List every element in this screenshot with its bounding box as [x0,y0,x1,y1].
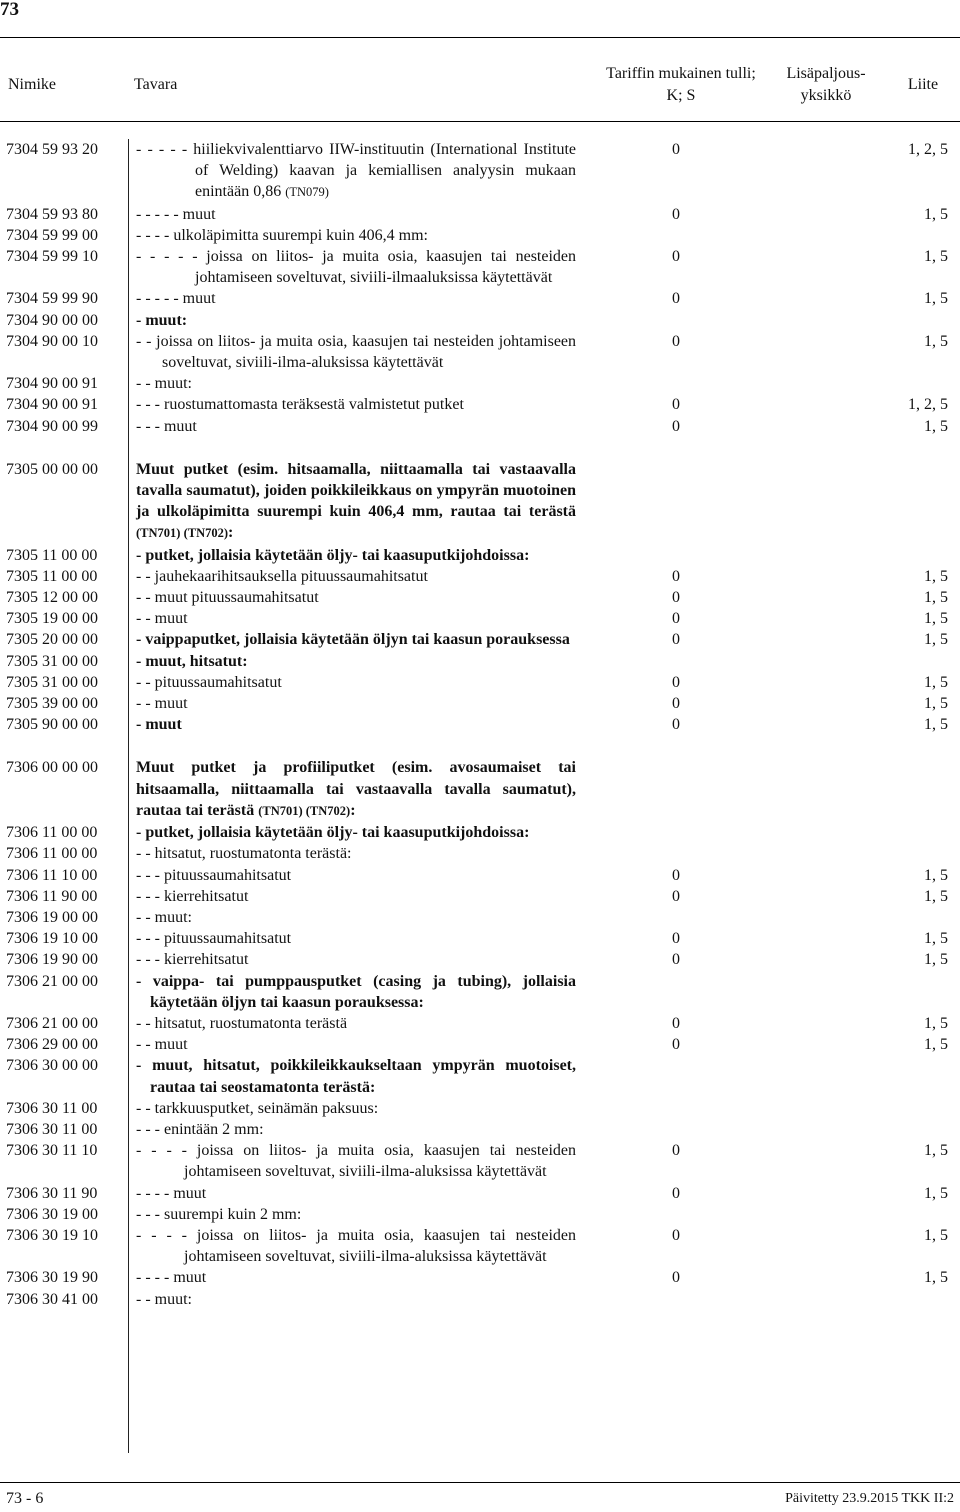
table-row [0,373,960,394]
goods-description [136,672,576,693]
annex-reference: 1, 5 [924,290,948,308]
indent-dashes: - - - - [136,1184,170,1202]
description-text: muut [163,417,197,435]
description-text: muut [154,1036,188,1054]
goods-description [136,1289,576,1310]
goods-description [136,843,576,864]
description-text: joissa on liitos- ja muita osia, kaasujen tai nesteiden johtamiseen soveltuvat, siviili-ilma-aluksissa käytettävät [184,1226,577,1266]
table-row [0,459,960,545]
table-row [0,1183,960,1204]
tariff-code: 7305 90 00 00 [6,716,98,734]
table-row [0,1034,960,1055]
header-bottom-rule [0,121,960,122]
duty-rate: 0 [672,930,680,948]
description-text: joissa on liitos- ja muita osia, kaasujen tai nesteiden johtamiseen soveltuvat, siviili-ilma-aluksissa käytettävät [156,332,577,372]
column-header-unit-line2: yksikkö [800,87,852,104]
goods-description [136,928,576,949]
description-text: kierrehitsatut [163,887,249,905]
table-row [0,1289,960,1310]
table-row [0,139,960,204]
table-row [0,651,960,672]
description-text: muut [182,205,216,223]
indent-dashes: - [136,716,142,734]
goods-description [136,1225,576,1267]
duty-rate: 0 [672,695,680,713]
indent-dashes: - - - - - [136,141,188,158]
tariff-code: 7306 30 11 10 [6,1142,98,1160]
goods-description [136,587,576,608]
indent-dashes: - - - [136,417,160,435]
table-row [0,865,960,886]
table-row [0,331,960,373]
indent-dashes: - - - [136,396,160,414]
goods-description [136,1055,576,1097]
annex-reference: 1, 5 [924,332,948,350]
description-text: tarkkuusputket, seinämän paksuus: [154,1099,379,1117]
annex-reference: 1, 5 [924,610,948,628]
duty-rate: 0 [672,1014,680,1032]
indent-dashes: - - - - - [136,290,179,308]
tariff-code: 7306 30 00 00 [6,1057,98,1075]
description-text: muut [145,716,182,734]
goods-description [136,1013,576,1034]
duty-rate: 0 [672,1036,680,1054]
goods-description [136,971,576,1013]
annex-reference: 1, 5 [924,417,948,435]
tariff-note-ref: (TN701) (TN702) [136,526,229,541]
table-row [0,225,960,246]
indent-dashes: - [136,652,142,670]
goods-description [136,459,576,545]
tariff-code: 7304 90 00 00 [6,311,98,329]
description-text: hiiliekvivalenttiarvo IIW-instituutin (International Institute of Welding) kaavan ja kemiallisen analyysin mukaan enintään 0,86 [193,141,576,201]
tariff-code: 7304 90 00 10 [6,332,98,350]
indent-dashes: - - - [136,887,160,905]
table-row [0,1055,960,1097]
duty-rate: 0 [672,567,680,585]
tariff-code: 7306 21 00 00 [6,1014,98,1032]
description-text: muut: [154,1290,192,1308]
description-text: vaippaputket, jollaisia käytetään öljyn tai kaasun porauksessa [145,631,570,649]
tariff-code: 7306 19 10 00 [6,930,98,948]
indent-dashes: - - - - [136,1269,170,1287]
column-header-duty-line2: K; S [666,87,696,104]
annex-reference: 1, 5 [924,631,948,649]
tariff-code: 7304 90 00 99 [6,417,98,435]
indent-dashes: - - [136,375,151,393]
duty-rate: 0 [672,866,680,884]
table-row [0,928,960,949]
goods-description [136,949,576,970]
annex-reference: 1, 2, 5 [908,141,948,158]
indent-dashes: - - - [136,951,160,969]
indent-dashes: - [136,311,142,329]
duty-rate: 0 [672,1269,680,1287]
goods-description [136,714,576,735]
duty-rate: 0 [672,951,680,969]
indent-dashes: - [136,1057,142,1075]
description-text: muut [182,290,216,308]
description-text: pituussaumahitsatut [154,673,282,691]
chapter-number: 73 [0,0,19,20]
column-header-code: Nimike [8,76,56,93]
description-text: muut: [154,908,192,926]
goods-description [136,1034,576,1055]
description-tail: : [228,524,234,542]
description-tail: : [350,801,356,819]
tariff-code: 7305 39 00 00 [6,695,98,713]
description-text: enintään 2 mm: [163,1120,264,1138]
description-text: muut, hitsatut, poikkileikkaukseltaan ympyrän muotoiset, rautaa tai seostamatonta terästä: [150,1057,577,1096]
annex-reference: 1, 2, 5 [908,396,948,414]
table-row [0,310,960,331]
tariff-code: 7306 30 19 00 [6,1205,98,1223]
description-text: muut [154,610,188,628]
table-row [0,886,960,907]
annex-reference: 1, 5 [924,1036,948,1054]
description-text: muut [154,695,188,713]
duty-rate: 0 [672,1142,680,1160]
goods-description [136,310,576,331]
annex-reference: 1, 5 [924,951,948,969]
description-text: hitsatut, ruostumatonta terästä: [154,845,352,863]
duty-rate: 0 [672,332,680,350]
goods-description [136,608,576,629]
table-row [0,394,960,415]
tariff-code: 7305 31 00 00 [6,673,98,691]
description-text: Muut putket ja profiiliputket (esim. avosaumaiset tai hitsaamalla, niittaamalla tai vastaavalla tavalla saumatut), rautaa tai terästä [136,759,576,819]
tariff-code: 7305 12 00 00 [6,589,98,607]
table-row [0,288,960,309]
indent-dashes: - - [136,1036,151,1054]
tariff-code: 7306 11 00 00 [6,824,98,842]
duty-rate: 0 [672,1184,680,1202]
tariff-code: 7304 59 93 20 [6,141,98,158]
goods-description [136,757,576,822]
goods-description [136,566,576,587]
description-text: putket, jollaisia käytetään öljy- tai kaasuputkijohdoissa: [145,546,530,564]
description-text: ruostumattomasta teräksestä valmistetut putket [163,396,464,414]
tariff-code: 7306 11 00 00 [6,845,98,863]
tariff-code: 7306 21 00 00 [6,972,98,990]
description-text: putket, jollaisia käytetään öljy- tai kaasuputkijohdoissa: [145,824,530,842]
table-row [0,587,960,608]
goods-description [136,1140,576,1182]
table-row [0,971,960,1013]
indent-dashes: - - - - - [136,248,198,266]
tariff-code: 7306 11 10 00 [6,866,98,884]
goods-description [136,886,576,907]
indent-dashes: - - - [136,1205,160,1223]
table-row [0,1013,960,1034]
goods-description [136,373,576,394]
indent-dashes: - - [136,908,151,926]
annex-reference: 1, 5 [924,866,948,884]
table-row [0,204,960,225]
tariff-code: 7305 00 00 00 [6,460,98,478]
page-number: 73 - 6 [6,1490,44,1507]
tariff-note-ref: (TN079) [285,185,329,200]
description-text: jauhekaarihitsauksella pituussaumahitsatut [154,567,428,585]
goods-description [136,416,576,437]
annex-reference: 1, 5 [924,1269,948,1287]
goods-description [136,907,576,928]
tariff-code: 7306 11 90 00 [6,887,98,905]
indent-dashes: - - [136,1290,151,1308]
tariff-code: 7304 90 00 91 [6,396,98,414]
goods-description [136,225,576,246]
table-row [0,1267,960,1288]
table-row [0,757,960,822]
tariff-table [0,139,960,1310]
goods-description [136,693,576,714]
table-row [0,629,960,650]
indent-dashes: - - [136,332,152,350]
annex-reference: 1, 5 [924,1014,948,1032]
annex-reference: 1, 5 [924,930,948,948]
tariff-code: 7305 31 00 00 [6,652,98,670]
indent-dashes: - - [136,1014,151,1032]
goods-description [136,1267,576,1288]
tariff-code: 7306 30 11 00 [6,1120,98,1138]
tariff-code: 7305 20 00 00 [6,631,98,649]
annex-reference: 1, 5 [924,887,948,905]
tariff-code: 7306 30 41 00 [6,1290,98,1308]
description-text: muut, hitsatut: [145,652,248,670]
column-header-duty [596,55,766,115]
description-text: joissa on liitos- ja muita osia, kaasujen tai nesteiden johtamiseen soveltuvat, siviili-ilma-aluksissa käytettävät [184,1142,577,1181]
indent-dashes: - - [136,610,151,628]
description-text: joissa on liitos- ja muita osia, kaasujen tai nesteiden johtamiseen soveltuvat, siviili-ilmaaluksissa käytettävät [195,248,577,287]
goods-description [136,822,576,843]
column-header-annex: Liite [907,76,939,93]
duty-rate: 0 [672,248,680,266]
table-row [0,1140,960,1182]
table-row [0,608,960,629]
goods-description [136,865,576,886]
goods-description [136,651,576,672]
indent-dashes: - - - - [136,1142,187,1160]
table-row [0,693,960,714]
tariff-code: 7304 59 99 10 [6,248,98,266]
duty-rate: 0 [672,887,680,905]
indent-dashes: - - [136,567,151,585]
description-text: pituussaumahitsatut [163,930,292,948]
tariff-code: 7304 59 93 80 [6,205,98,223]
tariff-code: 7306 19 00 00 [6,908,98,926]
indent-dashes: - - - [136,866,160,884]
column-header-duty-line1: Tariffin mukainen tulli; [606,65,756,82]
tariff-code: 7306 30 11 90 [6,1184,98,1202]
goods-description [136,331,576,373]
tariff-code: 7306 00 00 00 [6,759,98,777]
column-header-unit [778,55,874,115]
annex-reference: 1, 5 [924,567,948,585]
duty-rate: 0 [672,141,680,158]
duty-rate: 0 [672,610,680,628]
indent-dashes: - [136,824,142,842]
column-header-goods: Tavara [134,76,178,93]
duty-rate: 0 [672,589,680,607]
description-text: kierrehitsatut [163,951,249,969]
table-row [0,246,960,288]
table-row [0,416,960,437]
tariff-code: 7304 90 00 91 [6,375,98,393]
description-text: Muut putket (esim. hitsaamalla, niittaamalla tai vastaavalla tavalla saumatut), joiden poikkileikkaus on ympyrän muotoinen ja ulkoläpimitta suurempi kuin 406,4 mm, rautaa tai terästä [136,460,576,521]
header-top-rule [0,37,960,38]
description-text: muut pituussaumahitsatut [154,589,319,607]
indent-dashes: - - [136,1099,151,1117]
annex-reference: 1, 5 [924,248,948,266]
goods-description [136,139,576,204]
goods-description [136,1183,576,1204]
table-row [0,822,960,843]
tariff-code: 7306 30 19 10 [6,1226,98,1244]
goods-description [136,246,576,288]
table-row [0,714,960,735]
goods-description [136,288,576,309]
indent-dashes: - - - - - [136,205,179,223]
table-row [0,1225,960,1267]
duty-rate: 0 [672,396,680,414]
description-text: pituussaumahitsatut [163,866,292,884]
indent-dashes: - - [136,589,151,607]
annex-reference: 1, 5 [924,1142,948,1160]
duty-rate: 0 [672,673,680,691]
description-text: muut [173,1269,207,1287]
description-text: hitsatut, ruostumatonta terästä [154,1014,348,1032]
goods-description [136,1204,576,1225]
annex-reference: 1, 5 [924,716,948,734]
goods-description [136,545,576,566]
indent-dashes: - [136,972,142,990]
tariff-code: 7306 30 19 90 [6,1269,98,1287]
indent-dashes: - [136,546,142,564]
table-row [0,949,960,970]
tariff-code: 7304 59 99 90 [6,290,98,308]
duty-rate: 0 [672,631,680,649]
table-row [0,1204,960,1225]
tariff-code: 7305 11 00 00 [6,567,98,585]
duty-rate: 0 [672,1226,680,1244]
indent-dashes: - - - - [136,226,170,244]
tariff-code: 7305 19 00 00 [6,610,98,628]
tariff-note-ref: (TN701) (TN702) [258,803,351,818]
tariff-code: 7306 29 00 00 [6,1036,98,1054]
goods-description [136,204,576,225]
annex-reference: 1, 5 [924,589,948,607]
table-row [0,1098,960,1119]
duty-rate: 0 [672,716,680,734]
indent-dashes: - - [136,845,151,863]
description-text: ulkoläpimitta suurempi kuin 406,4 mm: [173,226,428,244]
table-row [0,545,960,566]
indent-dashes: - [136,631,142,649]
duty-rate: 0 [672,290,680,308]
indent-dashes: - - - - [136,1226,187,1244]
table-row [0,672,960,693]
duty-rate: 0 [672,417,680,435]
goods-description [136,394,576,415]
description-text: muut: [145,311,188,329]
updated-date: Päivitetty 23.9.2015 TKK II:2 [785,1491,954,1506]
footer-rule [0,1482,960,1483]
tariff-code: 7306 30 11 00 [6,1099,98,1117]
goods-description [136,629,576,650]
table-row [0,566,960,587]
indent-dashes: - - - [136,930,160,948]
indent-dashes: - - [136,695,151,713]
table-row [0,907,960,928]
annex-reference: 1, 5 [924,1226,948,1244]
duty-rate: 0 [672,205,680,223]
description-text: vaippa- tai pumppausputket (casing ja tubing), jollaisia käytetään öljyn tai kaasun porauksessa: [150,972,576,1011]
table-row [0,843,960,864]
table-row [0,1119,960,1140]
annex-reference: 1, 5 [924,673,948,691]
annex-reference: 1, 5 [924,1184,948,1202]
tariff-code: 7305 11 00 00 [6,546,98,564]
annex-reference: 1, 5 [924,695,948,713]
indent-dashes: - - - [136,1120,160,1138]
column-header-unit-line1: Lisäpaljous- [786,65,866,82]
description-text: muut [173,1184,207,1202]
description-text: muut: [154,375,192,393]
tariff-code: 7306 19 90 00 [6,951,98,969]
indent-dashes: - - [136,673,151,691]
annex-reference: 1, 5 [924,205,948,223]
goods-description [136,1098,576,1119]
description-text: suurempi kuin 2 mm: [163,1205,302,1223]
tariff-code: 7304 59 99 00 [6,226,98,244]
goods-description [136,1119,576,1140]
